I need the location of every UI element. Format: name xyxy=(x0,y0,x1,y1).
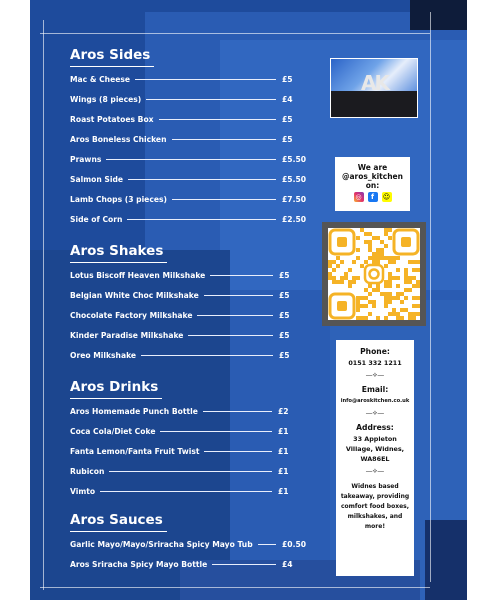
leader-line xyxy=(172,199,276,200)
leader-line xyxy=(100,491,272,492)
divider-icon: —⟡— xyxy=(365,467,385,475)
leader-line xyxy=(146,99,276,100)
item-list xyxy=(70,401,306,501)
leader-line xyxy=(127,219,276,220)
item-price: £1 xyxy=(278,486,289,496)
social-line: on: xyxy=(365,181,380,190)
menu-item xyxy=(70,481,306,501)
item-price: £1 xyxy=(278,466,289,476)
menu-item xyxy=(70,169,310,189)
bg-block xyxy=(410,0,467,30)
menu-item xyxy=(70,534,310,554)
menu-item xyxy=(70,265,307,285)
item-name: Lotus Biscoff Heaven Milkshake xyxy=(70,270,206,280)
item-price: £4 xyxy=(282,94,293,104)
item-name: Garlic Mayo/Mayo/Sriracha Spicy Mayo Tub xyxy=(70,539,253,549)
menu-item xyxy=(70,345,307,365)
leader-line xyxy=(258,544,276,545)
item-name: Side of Corn xyxy=(70,214,123,224)
facebook-icon[interactable]: f xyxy=(368,192,378,202)
item-name: Wings (8 pieces) xyxy=(70,94,142,104)
section-title: Aros Sauces xyxy=(70,512,163,528)
menu-item xyxy=(70,89,310,109)
item-price: £2 xyxy=(278,406,289,416)
divider-icon: —⟡— xyxy=(365,409,385,417)
leader-line xyxy=(204,295,273,296)
leader-line xyxy=(212,564,276,565)
menu-item xyxy=(70,129,310,149)
item-name: Belgian White Choc Milkshake xyxy=(70,290,199,300)
item-price: £5.50 xyxy=(282,154,307,164)
qr-svg xyxy=(328,228,420,320)
leader-line xyxy=(160,431,272,432)
menu-item xyxy=(70,189,310,209)
item-name: Mac & Cheese xyxy=(70,74,131,84)
snapchat-icon[interactable]: ☺ xyxy=(382,193,391,201)
leader-line xyxy=(128,179,276,180)
leader-line xyxy=(135,79,276,80)
instagram-icon[interactable]: ◎ xyxy=(355,193,362,201)
leader-line xyxy=(210,275,273,276)
item-name: Aros Boneless Chicken xyxy=(70,134,167,144)
menu-item xyxy=(70,554,310,574)
email-address[interactable]: info@aroskitchen.co.uk xyxy=(340,398,410,404)
address-label: Address: xyxy=(356,423,394,432)
leader-line xyxy=(203,411,272,412)
leader-line xyxy=(197,315,273,316)
section-title: Aros Drinks xyxy=(70,379,159,395)
frame-line xyxy=(430,12,431,582)
item-price: £5 xyxy=(279,350,290,360)
menu-item xyxy=(70,109,310,129)
item-price: £5 xyxy=(279,310,290,320)
item-price: £5 xyxy=(279,270,290,280)
menu-item xyxy=(70,441,306,461)
divider-icon: —⟡— xyxy=(365,371,385,379)
menu-item xyxy=(70,461,306,481)
item-name: Aros Homemade Punch Bottle xyxy=(70,406,198,416)
leader-line xyxy=(141,355,273,356)
logo: AK xyxy=(361,71,388,95)
item-name: Kinder Paradise Milkshake xyxy=(70,330,184,340)
item-name: Oreo Milkshake xyxy=(70,350,137,360)
menu-sheet xyxy=(30,0,467,600)
section-shakes xyxy=(70,240,307,365)
menu-item xyxy=(70,149,310,169)
frame-line xyxy=(43,20,44,590)
leader-line xyxy=(188,335,273,336)
instagram-qr-code[interactable] xyxy=(328,228,420,320)
phone-number[interactable]: 0151 332 1211 xyxy=(348,359,402,367)
menu-item xyxy=(70,401,306,421)
frame-line xyxy=(40,587,430,588)
menu-item xyxy=(70,209,310,229)
email-label: Email: xyxy=(361,385,389,394)
bg-block xyxy=(425,520,467,600)
social-handle: @aros_kitchen xyxy=(342,172,403,181)
about-text: Widnes based takeaway, providing comfort food boxes, milkshakes, and more! xyxy=(340,483,410,530)
item-name: Salmon Side xyxy=(70,174,124,184)
item-price: £0.50 xyxy=(282,539,307,549)
item-name: Roast Potatoes Box xyxy=(70,114,154,124)
item-name: Prawns xyxy=(70,154,102,164)
section-sides xyxy=(70,44,310,229)
item-price: £7.50 xyxy=(282,194,307,204)
menu-item xyxy=(70,69,310,89)
item-list xyxy=(70,534,310,574)
section-sauces xyxy=(70,509,310,574)
address-text: 33 Appleton Village, Widnes, WA86EL xyxy=(345,435,405,463)
item-name: Fanta Lemon/Fanta Fruit Twist xyxy=(70,446,200,456)
item-price: £5.50 xyxy=(282,174,307,184)
item-name: Rubicon xyxy=(70,466,105,476)
item-name: Chocolate Factory Milkshake xyxy=(70,310,193,320)
section-title: Aros Sides xyxy=(70,47,151,63)
item-list xyxy=(70,69,310,229)
leader-line xyxy=(109,471,272,472)
contact-card xyxy=(336,340,414,576)
item-name: Coca Cola/Diet Coke xyxy=(70,426,156,436)
item-price: £5 xyxy=(282,74,293,84)
item-name: Vimto xyxy=(70,486,96,496)
item-name: Lamb Chops (3 pieces) xyxy=(70,194,167,204)
qr-frame xyxy=(322,222,426,326)
item-price: £1 xyxy=(278,426,289,436)
social-line: We are xyxy=(357,163,388,172)
item-price: £5 xyxy=(279,330,290,340)
item-price: £5 xyxy=(282,114,293,124)
menu-item xyxy=(70,285,307,305)
menu-item xyxy=(70,305,307,325)
menu-item xyxy=(70,325,307,345)
section-title: Aros Shakes xyxy=(70,243,164,259)
social-card xyxy=(335,157,410,211)
item-price: £5 xyxy=(279,290,290,300)
menu-item xyxy=(70,421,306,441)
item-price: £2.50 xyxy=(282,214,307,224)
item-list xyxy=(70,265,307,365)
item-price: £4 xyxy=(282,559,293,569)
item-name: Aros Sriracha Spicy Mayo Bottle xyxy=(70,559,208,569)
leader-line xyxy=(204,451,272,452)
section-drinks xyxy=(70,376,306,501)
item-price: £1 xyxy=(278,446,289,456)
leader-line xyxy=(106,159,276,160)
phone-label: Phone: xyxy=(360,347,390,356)
item-price: £5 xyxy=(282,134,293,144)
leader-line xyxy=(172,139,277,140)
frame-line xyxy=(40,33,430,34)
leader-line xyxy=(159,119,276,120)
storefront-photo xyxy=(330,58,418,118)
